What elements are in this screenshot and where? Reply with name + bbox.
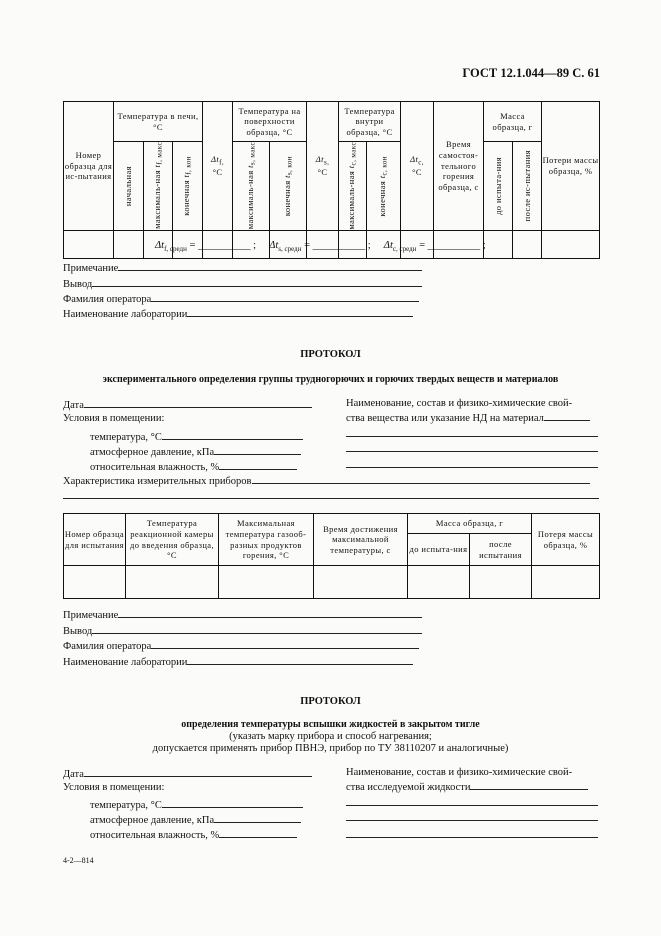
conditions-label-2: Условия в помещении: (63, 413, 165, 424)
col-loss: Потери массы образца, % (542, 102, 600, 231)
furnace-test-table (63, 101, 600, 259)
combustion-test-table (63, 513, 600, 599)
col-self-burn: Время самостоя-тельного горения образца, с (434, 102, 484, 231)
protocol-subtitle-3: определения температуры вспышки жидкостей в закрытом тигле (181, 719, 480, 730)
col-final-s: конечная $t_{s, кон}$ (270, 142, 307, 231)
col-maximum-f: максималь-ная $t_{f, макс}$ (144, 142, 173, 231)
col-temp-chamber: Температура реакционной камеры до введения образца, °С (126, 514, 219, 566)
pressure-field-3: атмосферное давление, кПа (90, 813, 301, 826)
col-temp-furnace: Температура в печи, °С (114, 102, 203, 142)
lab-field-1: Наименование лаборатории (63, 307, 413, 320)
col-sample-no-2: Номер образца для испытания (64, 514, 126, 566)
table-row (64, 566, 600, 599)
humidity-field-3: относительная влажность, % (90, 828, 297, 841)
col-before-2: до испыта-ния (408, 534, 470, 566)
instruments-field-2: Характеристика измерительных приборов (63, 474, 590, 487)
note-field-1: Примечание (63, 261, 422, 274)
col-delta-tf: $\Delta t_{f,}$ °С (203, 102, 233, 231)
col-final-f: конечная $t_{f, кон}$ (173, 142, 203, 231)
page-footer: 4-2—814 (63, 856, 94, 865)
col-max-temp: Максимальная температура газооб-разных продуктов горения, °С (219, 514, 314, 566)
operator-field-2: Фамилия оператора (63, 639, 419, 652)
temp-field-2: температура, °С (90, 430, 303, 443)
averages-line: $\Delta t_{f, средн}$ = __________ ; $\Delta t_{s, средн}$ = __________ ; $\Delta t_{c, средн}$ = __________ ; (155, 240, 486, 254)
col-maximum-s: максималь-ная $t_{s, макс}$ (233, 142, 270, 231)
col-loss-2: Потеря массы образца, % (532, 514, 600, 566)
operator-field-1: Фамилия оператора (63, 292, 419, 305)
col-maximum-c: максималь-ная $t_{c, макс}$ (339, 142, 367, 231)
col-initial: начальная (114, 142, 144, 231)
col-delta-ts: $\Delta t_{s,}$ °С (307, 102, 339, 231)
date-field-2: Дата (63, 398, 312, 411)
conditions-label-3: Условия в помещении: (63, 782, 165, 793)
protocol-note-3b: допускается применять прибор ПВНЭ, прибор по ТУ 38110207 и аналогичные) (152, 743, 509, 754)
liquid-name-3: Наименование, состав и физико-химические свой- (346, 767, 573, 778)
protocol-title-2: ПРОТОКОЛ (300, 349, 361, 360)
protocol-note-3a: (указать марку прибора и способ нагревания; (229, 731, 432, 742)
col-sample-no: Номер образца для ис-пытания (64, 102, 114, 231)
col-mass-2: Масса образца, г (408, 514, 532, 534)
conclusion-field-1: Вывод (63, 277, 422, 290)
col-after: после ис-пытания (513, 142, 542, 231)
temp-field-3: температура, °С (90, 798, 303, 811)
date-field-3: Дата (63, 767, 312, 780)
conclusion-field-2: Вывод (63, 624, 422, 637)
lab-field-2: Наименование лаборатории (63, 655, 413, 668)
liquid-desc-3: ства исследуемой жидкости (346, 780, 588, 793)
pressure-field-2: атмосферное давление, кПа (90, 445, 301, 458)
note-field-2: Примечание (63, 608, 422, 621)
substance-nd-2: ства вещества или указание НД на материал (346, 411, 590, 424)
col-temp-inside: Температура внутри образца, °С (339, 102, 401, 142)
protocol-title-3: ПРОТОКОЛ (300, 696, 361, 707)
page-header: ГОСТ 12.1.044—89 С. 61 (462, 66, 600, 80)
col-time-max: Время достижения максимальной температуры, с (314, 514, 408, 566)
col-final-c: конечная $t_{c, кон}$ (367, 142, 401, 231)
col-delta-tc: $\Delta t_{c,}$ °С (401, 102, 434, 231)
col-before: до испыта-ния (484, 142, 513, 231)
protocol-subtitle-2: экспериментального определения группы трудногорючих и горючих твердых веществ и материалов (102, 374, 559, 385)
humidity-field-2: относительная влажность, % (90, 460, 297, 473)
col-mass: Масса образца, г (484, 102, 542, 142)
col-temp-surface: Температура на поверхности образца, °С (233, 102, 307, 142)
col-after-2: после испытания (470, 534, 532, 566)
substance-name-2: Наименование, состав и физико-химические свой- (346, 398, 573, 409)
